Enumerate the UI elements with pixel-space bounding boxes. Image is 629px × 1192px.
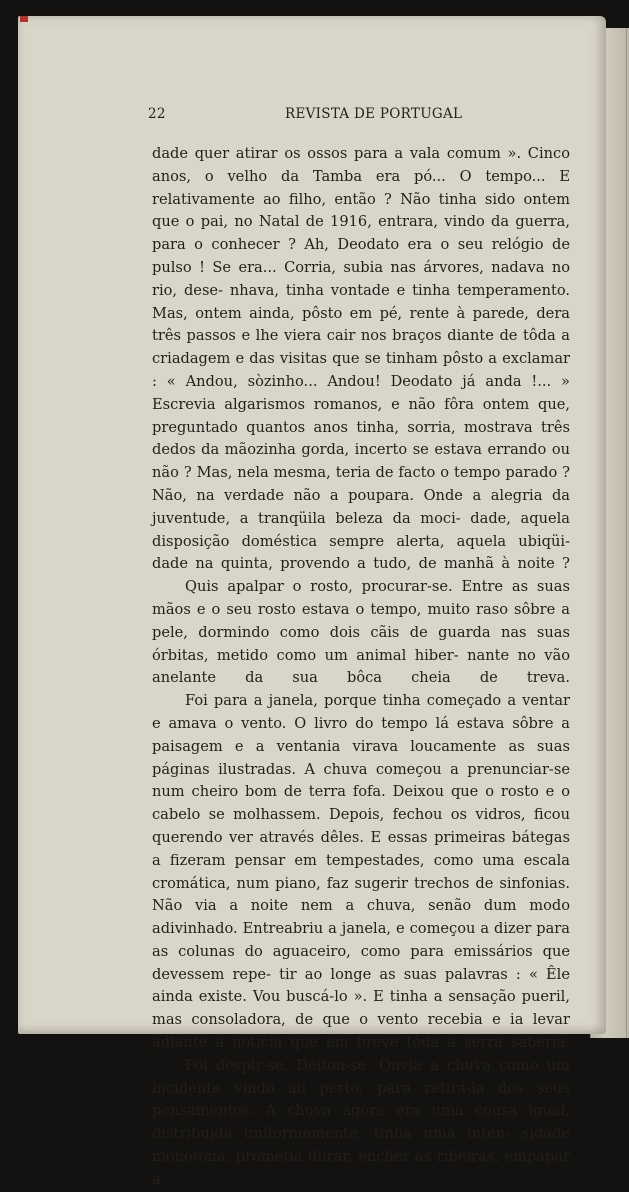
paragraph-4: Foi despir-se. Deitou-se. Ouvia a chuva como um incidente vindo ali perto, para retirá-la dos seus pensamentos. A chuva agora era uma cousa igual, distribuída uniformemente, tinha uma inten- sidade monótona, prometia durar, encher as ribeiras, empapar a — [152, 1056, 570, 1188]
paragraph-3: Foi para a janela, porque tinha começado a ventar e amava o vento. O livro do tempo lá estava sôbre a paisagem e a ventania virava loucamente as suas páginas ilustradas. A chuva começou a prenunciar-se num cheiro bom de terra fofa. Deixou que o rosto e o cabelo se molhassem. Depois, fechou os vidros, ficou querendo ver através dêles. E essas primeiras bátegas a fizeram pensar em tempestades, como uma escala cromática, num piano, faz sugerir trechos de sinfonias. Não via a noite nem a chuva, senão dum modo adivinhado. Entreabriu a janela, e começou a dizer para as colunas do aguaceiro, como para emissários que devessem repe- tir ao longe as suas palavras : « Êle ainda existe. Vou buscá-lo ». E tinha a sensação pueril, mas consoladora, de que o vento recebia e ia levar adiante a notícia que em breve tôda a serra saberia. — [152, 692, 570, 1052]
body-text — [152, 143, 570, 1192]
paragraph-2: Quis apalpar o rosto, procurar-se. Entre as suas mãos e o seu rosto estava o tempo, muito raso sôbre a pele, dormindo como dois cãis de guarda nas suas órbitas, metido como um animal hiber- nante no vão anelante da sua bôca cheia de treva. — [152, 578, 570, 687]
journal-title: REVISTA DE PORTUGAL — [285, 106, 463, 122]
page-number: 22 — [148, 106, 166, 122]
running-head — [148, 106, 568, 126]
corner-mark — [20, 16, 28, 22]
paragraph-1: dade quer atirar os ossos para a vala comum ». Cinco anos, o velho da Tamba era pó... O tempo... E relativamente ao filho, então ? Não tinha sido ontem que o pai, no Natal de 1916, entrara, vindo da guerra, para o conhecer ? Ah, Deodato era o seu relógio de pulso ! Se era... Corria, subia nas árvores, nadava no rio, dese- nhava, tinha vontade e tinha temperamento. Mas, ontem ainda, pôsto em pé, rente à parede, dera três passos e lhe viera cair nos braços diante de tôda a criadagem e das visitas que se tinham pôsto a exclamar : « Andou, sòzinho... Andou! Deodato já anda !... » Escrevia algarismos romanos, e não fôra ontem que, preguntado quantos anos tinha, sorria, mostrava três dedos da mãozinha gorda, incerto se estava errando ou não ? Mas, nela mesma, teria de facto o tempo parado ? Não, na verdade não a poupara. Onde a alegria da juventude, a tranqüila beleza da moci- dade, aquela disposição doméstica sempre alerta, aquela ubiqüi- dade na quinta, provendo a tudo, de manhã à noite ? — [152, 145, 570, 573]
